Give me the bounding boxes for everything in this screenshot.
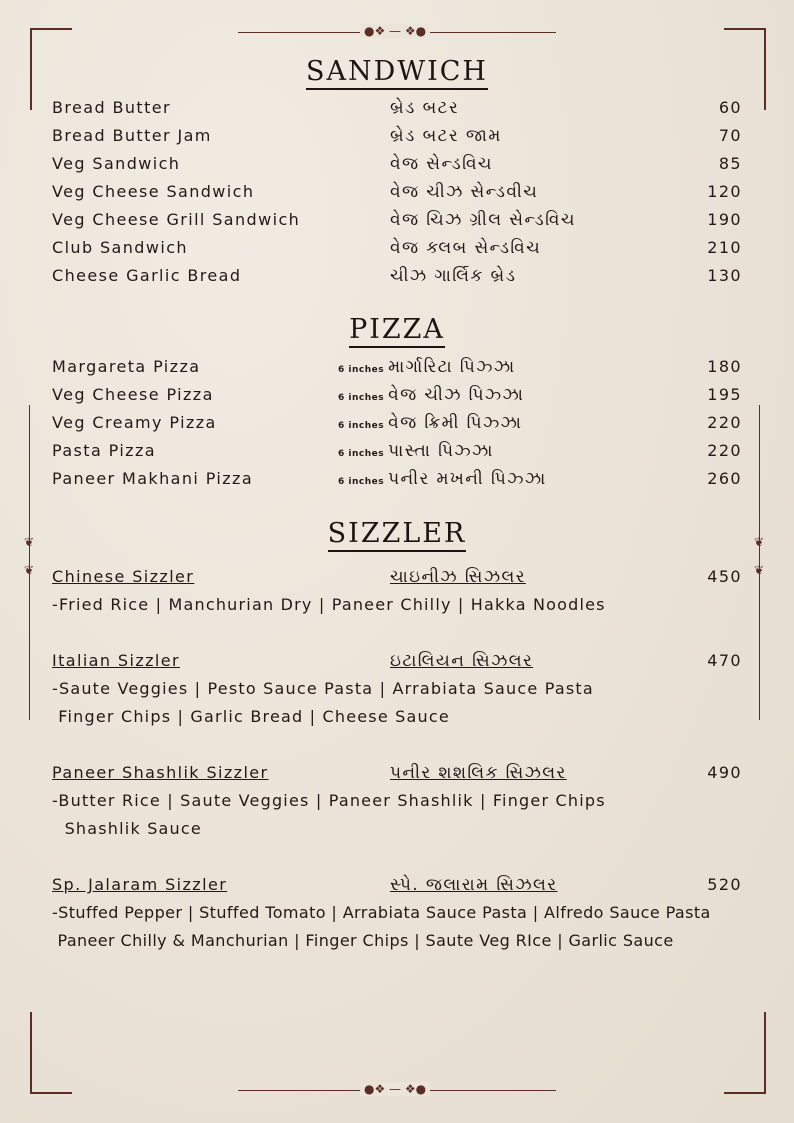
item-description: -Stuffed Pepper | Stuffed Tomato | Arrabiata Sauce Pasta | Alfredo Sauce Pasta — [52, 903, 711, 922]
size-label: 6 inches — [338, 477, 385, 487]
size-label: 6 inches — [338, 365, 385, 375]
item-name-gujarati: ચાઇનીઝ સિઝલર — [390, 567, 526, 587]
item-name-gujarati: પનીર શશલિક સિઝલર — [390, 763, 567, 783]
item-name: Bread Butter Jam — [52, 126, 212, 145]
item-description: -Butter Rice | Saute Veggies | Paneer Shashlik | Finger Chips — [52, 791, 606, 810]
item-gujarati-text: પાસ્તા પિઝ્ઝા — [388, 441, 494, 461]
size-label: 6 inches — [338, 421, 385, 431]
bottom-divider-ornament-icon: ●❖ — ❖● — [360, 1082, 430, 1096]
item-name: Paneer Makhani Pizza — [52, 469, 254, 488]
menu-item — [52, 210, 742, 232]
item-name: Veg Sandwich — [52, 154, 181, 173]
sizzler-title: SIZZLER — [328, 518, 467, 552]
item-price: 130 — [707, 266, 742, 285]
item-name-gujarati — [338, 357, 516, 377]
item-price: 490 — [707, 763, 742, 782]
size-label: 6 inches — [338, 449, 385, 459]
item-price: 210 — [707, 238, 742, 257]
item-name-gujarati — [338, 413, 522, 433]
menu-item — [52, 154, 742, 176]
item-price: 180 — [707, 357, 742, 376]
menu-item — [52, 875, 742, 897]
item-name-gujarati: ઇટાલિયન સિઝલર — [390, 651, 534, 671]
item-price: 470 — [707, 651, 742, 670]
item-name-gujarati: ચીઝ ગાર્લિક બ્રેડ — [390, 266, 517, 286]
pizza-heading — [0, 314, 794, 345]
sandwich-title: SANDWICH — [306, 56, 488, 90]
item-price: 260 — [707, 469, 742, 488]
item-price: 220 — [707, 413, 742, 432]
item-name-gujarati: બ્રેડ બટર જામ — [390, 126, 502, 146]
item-price: 120 — [707, 182, 742, 201]
menu-item — [52, 385, 742, 407]
item-gujarati-text: વેજ ચીઝ પિઝ્ઝા — [388, 385, 525, 405]
item-name-gujarati — [338, 469, 547, 489]
item-name: Sp. Jalaram Sizzler — [52, 875, 228, 894]
top-divider-ornament-icon: ●❖ — ❖● — [360, 24, 430, 38]
item-price: 85 — [718, 154, 742, 173]
item-name: Paneer Shashlik Sizzler — [52, 763, 269, 782]
size-label: 6 inches — [338, 393, 385, 403]
item-name-gujarati: વેજ ક્લબ સેન્ડવિચ — [390, 238, 542, 258]
item-price: 195 — [707, 385, 742, 404]
menu-item — [52, 266, 742, 288]
sizzler-heading — [0, 518, 794, 549]
item-name-gujarati: બ્રેડ બટર — [390, 98, 460, 118]
item-name: Margareta Pizza — [52, 357, 201, 376]
menu-item — [52, 238, 742, 260]
item-name-gujarati: વેજ ચીઝ સેન્ડવીચ — [390, 182, 539, 202]
menu-item — [52, 651, 742, 673]
item-name-gujarati: સ્પે. જલારામ સિઝલર — [390, 875, 558, 895]
item-price: 60 — [718, 98, 742, 117]
menu-item — [52, 763, 742, 785]
menu-item — [52, 357, 742, 379]
menu-item — [52, 567, 742, 589]
item-name: Cheese Garlic Bread — [52, 266, 242, 285]
item-name: Bread Butter — [52, 98, 171, 117]
item-description: Shashlik Sauce — [52, 819, 202, 838]
menu-item — [52, 98, 742, 120]
item-price: 190 — [707, 210, 742, 229]
item-price: 450 — [707, 567, 742, 586]
item-name: Pasta Pizza — [52, 441, 156, 460]
corner-ornament-bottom-left-icon — [30, 1012, 72, 1094]
item-name: Veg Cheese Pizza — [52, 385, 214, 404]
item-name: Italian Sizzler — [52, 651, 180, 670]
item-name: Club Sandwich — [52, 238, 188, 257]
menu-item — [52, 413, 742, 435]
item-name: Veg Creamy Pizza — [52, 413, 217, 432]
menu-item — [52, 126, 742, 148]
item-name-gujarati — [338, 385, 524, 405]
item-gujarati-text: પનીર મખની પિઝ્ઝા — [388, 469, 547, 489]
item-gujarati-text: માર્ગારિટા પિઝ્ઝા — [388, 357, 516, 377]
item-name-gujarati: વેજ સેન્ડવિચ — [390, 154, 493, 174]
menu-item — [52, 469, 742, 491]
pizza-title: PIZZA — [349, 314, 445, 348]
item-name: Veg Cheese Sandwich — [52, 182, 255, 201]
corner-ornament-bottom-right-icon — [724, 1012, 766, 1094]
item-description: Paneer Chilly & Manchurian | Finger Chips | Saute Veg RIce | Garlic Sauce — [52, 931, 674, 950]
item-gujarati-text: વેજ ક્રિમી પિઝ્ઝા — [388, 413, 523, 433]
item-name: Chinese Sizzler — [52, 567, 195, 586]
item-description: -Saute Veggies | Pesto Sauce Pasta | Arrabiata Sauce Pasta — [52, 679, 594, 698]
item-name: Veg Cheese Grill Sandwich — [52, 210, 301, 229]
sandwich-heading — [0, 56, 794, 87]
item-price: 520 — [707, 875, 742, 894]
menu-item — [52, 182, 742, 204]
left-side-ornament-icon: ❦ ❦ — [24, 535, 35, 577]
menu-item — [52, 441, 742, 463]
item-description: Finger Chips | Garlic Bread | Cheese Sauce — [52, 707, 450, 726]
item-name-gujarati: વેજ ચિઝ ગ્રીલ સેન્ડવિચ — [390, 210, 576, 230]
item-price: 70 — [718, 126, 742, 145]
item-name-gujarati — [338, 441, 494, 461]
right-side-ornament-icon: ❦ ❦ — [754, 535, 765, 577]
item-price: 220 — [707, 441, 742, 460]
item-description: -Fried Rice | Manchurian Dry | Paneer Chilly | Hakka Noodles — [52, 595, 606, 614]
